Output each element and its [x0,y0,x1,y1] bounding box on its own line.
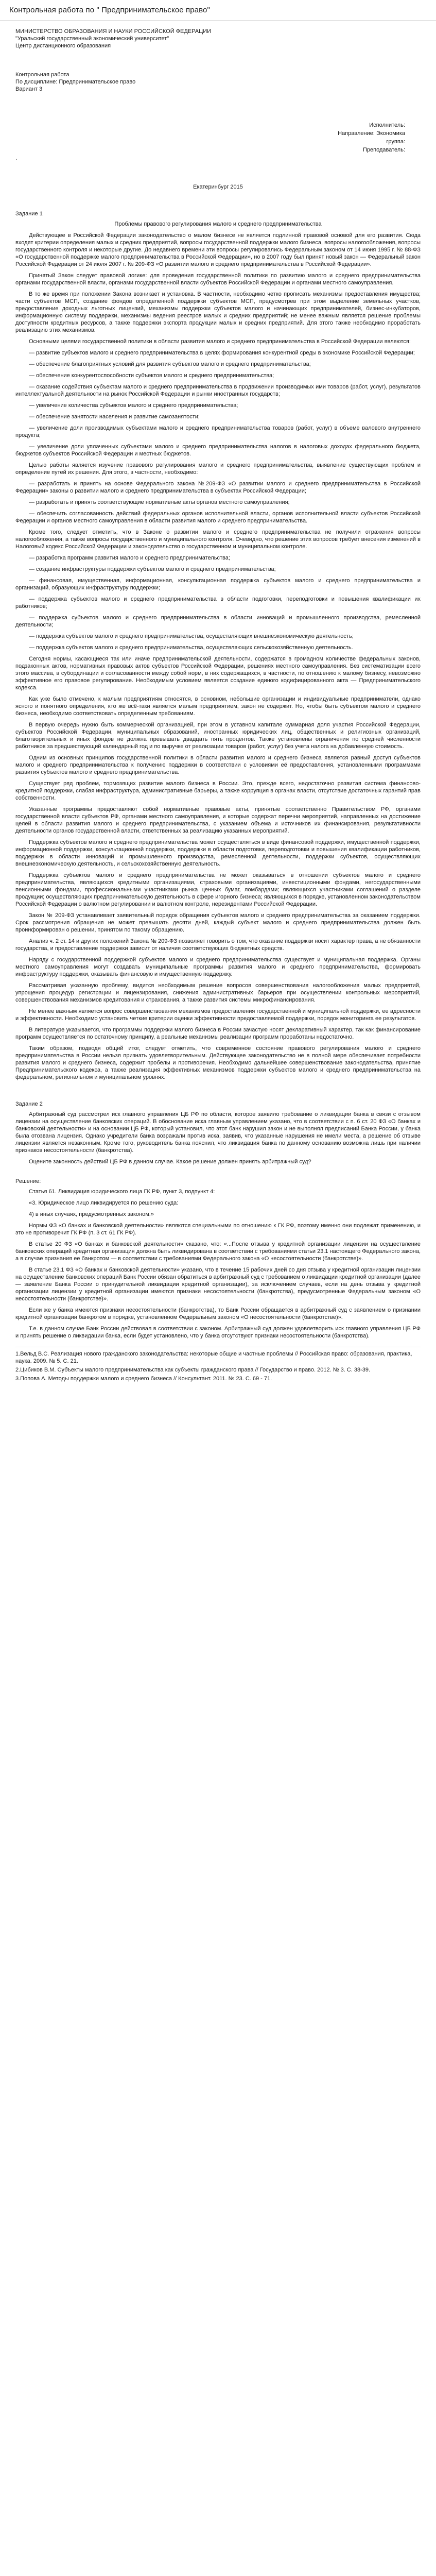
answer-paragraph: Нормы ФЗ «О банках и банковской деятельности» являются специальными по отношению к ГК РФ, поэтому именно они подлежат применению, и это не противоречит ГК РФ (п. 3 ст. 61 ГК РФ). [15,1223,421,1236]
paragraph: В то же время при положении Закона возникает и установка. В частности, необходимо четко прописать механизмы предоставления имущества; части субъектов МСП, создание фондов определенной поддержки субъектов МСП, предусмотрев при этом выделение земельных участков, предоставление доходных льготных лицензий, механизмы поддержки субъектов малого и начинающих предпринимателей, бизнес-инкубаторов, информационную систему поддержки, механизмы ведения реестров малых и средних предприятий; не менее важным является решение проблемы доступности кредитных ресурсов, а также поддержки экспорта продукции малых и средних предприятий. Для этого также необходимо проработать реализацию этих механизмов. [15,291,421,333]
answer-paragraph: 4) в иных случаях, предусмотренных законом.» [29,1211,154,1217]
work-meta [15,71,421,93]
paragraph: Рассматривая указанную проблему, видится необходимым решение вопросов совершенствования налогообложения малых предприятий, упрощения процедур регистрации и лицензирования, снижения административных барьеров при осуществлении контрольных мероприятий, совершенствования механизмов кредитования и страхования, а также развития системы микрофинансирования. [15,982,421,1003]
paragraph: Анализ ч. 2 ст. 14 и других положений Закона № 209-ФЗ позволяет говорить о том, что оказание поддержки носит характер права, а не обязанности государства, и предоставление поддержки зависит от наличия соответствующих бюджетных средств. [15,938,421,952]
paragraph: Поддержка субъектов малого и среднего предпринимательства не может оказываться в отношении субъектов малого и среднего предпринимательства, являющихся кредитными организациями, страховыми организациями, инвестиционными фондами, негосударственными пенсионными фондами, профессиональными участниками рынка ценных бумаг, ломбардами; являющихся участниками соглашений о разделе продукции; осуществляющих предпринимательскую деятельность в сфере игорного бизнеса; являющихся в порядке, установленном законодательством Российской Федерации о валютном регулировании и валютном контроле, нерезидентами Российской Федерации. [15,872,421,907]
paragraph: Наряду с государственной поддержкой субъектов малого и среднего предпринимательства существует и муниципальная поддержка. Органы местного самоуправления могут создавать муниципальные программы развития малого и среднего предпринимательства, формировать инфраструктуру поддержки, оказывать финансовую и имущественную поддержку. [15,957,421,977]
performer-block [15,122,421,154]
work-type: Контрольная работа [15,72,69,78]
task1-title: Проблемы правового регулирования малого и среднего предпринимательства [114,221,322,227]
paragraph: — разработка программ развития малого и среднего предпринимательства; [29,555,230,561]
paragraph: — обеспечить согласованность действий федеральных органов исполнительной власти, органов исполнительной власти субъектов Российской Федерации и органов местного самоуправления в области развития малого и среднего предпринимательства. [15,511,421,524]
paragraph: Сегодня нормы, касающиеся так или иначе предпринимательской деятельности, содержатся в громадном количестве федеральных законов, подзаконных актов, нормативных правовых актов субъектов Российской Федерации, решениях местного самоуправления. Без систематизации всего этого массива, в субординации и согласованности между собой норм, в них содержащихся, в частности, по отношению к малому бизнесу, невозможно эффективное его правовое регулирование. Необходимым условием является создание единого кодифицированного акта — Предпринимательского кодекса. [15,656,421,691]
group-label: группа: [386,139,405,145]
answer-paragraph: В статье 20 ФЗ «О банках и банковской деятельности» сказано, что: «...После отзыва у кредитной организации лицензии на осуществление банковских операций кредитная организация должна быть ликвидирована в соответствии с требованиями статьи 23.1 настоящего Федерального закона, а в случае признания ее банкротом — в соответствии с требованиями Федерального закона «О несостоятельности (банкротстве)». [15,1241,421,1262]
separator-dot: . [15,155,18,161]
paragraph: В литературе указывается, что программы поддержки малого бизнеса в России зачастую носят декларативный характер, так как финансирование программ осуществляется по остаточному принципу, а реальные механизмы реализации программ проработаны недостаточно. [15,1027,421,1040]
paragraph: Поддержка субъектов малого и среднего предпринимательства может осуществляться в виде финансовой поддержки, имущественной поддержки, информационной поддержки, консультационной поддержки, поддержки в области подготовки, переподготовки и повышения квалификации работников, поддержки в области инноваций и промышленного производства, ремесленной деятельности, поддержки субъектов, осуществляющих внешнеэкономическую деятельность, и сельскохозяйственную деятельность. [15,839,421,867]
answer-paragraph: Если же у банка имеются признаки несостоятельности (банкротства), то Банк России обращается в арбитражный суд с заявлением о признании кредитной организации банкротом в порядке, установленном Федеральным законом «О несостоятельности (банкротстве)». [15,1307,421,1320]
paragraph: Существует ряд проблем, тормозящих развитие малого бизнеса в России. Это, прежде всего, недостаточно развитая система финансово-кредитной поддержки, слабая инфраструктура, административные барьеры, а также коррупция в органах власти, отсутствие достаточных гарантий прав собственности. [15,781,421,801]
center-name: Центр дистанционного образования [15,43,111,49]
page-header [0,0,436,21]
paragraph: Действующее в Российской Федерации законодательство о малом бизнесе не является подлинной правовой основой для его развития. Сюда входят критерии определения малых и средних предприятий, вопросы государственной поддержки малого бизнеса, вопросы налогообложения, вопросы государственного контроля и некоторые другие. До недавнего времени эти вопросы регулировались Федеральным законом от 14 июня 1995 г. № 88-ФЗ «О государственной поддержке малого предпринимательства в Российской Федерации», но в 2007 году был принят новый закон — Федеральный закон Российской Федерации от 24 июля 2007 г. № 209-ФЗ «О развитии малого и среднего предпринимательства в Российской Федерации». [15,232,421,267]
city-year: Екатеринбург 2015 [193,184,243,190]
discipline: По дисциплине: Предпринимательское право [15,79,136,85]
direction-label: Направление: Экономика [338,130,405,137]
reference-item: 2.Цибиков В.М. Субъекты малого предпринимательства как субъекты гражданского права // Государство и право. 2012. № 3. С. 38-39. [15,1367,371,1373]
paragraph: — поддержка субъектов малого и среднего предпринимательства, осуществляющих сельскохозяйственную деятельность. [29,645,353,651]
task1-text [15,232,421,1081]
paragraph: Оцените законность действий ЦБ РФ в данном случае. Какое решение должен принять арбитражный суд? [29,1159,311,1165]
paragraph: — обеспечение конкурентоспособности субъектов малого и среднего предпринимательства; [29,372,274,379]
task1-label: Задание 1 [15,211,43,217]
paragraph: — увеличение доли уплаченных субъектами малого и среднего предпринимательства налогов в налоговых доходах федерального бюджета, бюджетов субъектов Российской Федерации и местных бюджетов. [15,444,421,457]
paragraph: — обеспечение занятости населения и развитие самозанятости; [29,414,200,420]
reference-item: 1.Вельд В.С. Реализация нового гражданского законодательства: некоторые общие и частные проблемы // Российская право: образования, практика, наука. 2009. № 5. С. 21. [15,1351,412,1364]
paragraph: Как уже было отмечено, к малым предприятиям относятся, в основном, небольшие организации и индивидуальные предприниматели, однако ясного и понятного определения, кто же всё-таки является малым предприятием, закон не содержит. Но, чтобы быть субъектом малого и среднего бизнеса, необходимо соответствовать определенным требованиям. [15,696,421,717]
paragraph: Основными целями государственной политики в области развития малого и среднего предпринимательства в Российской Федерации являются: [29,338,411,345]
paragraph: — создание инфраструктуры поддержки субъектов малого и среднего предпринимательства; [29,566,276,572]
task2-label: Задание 2 [15,1101,43,1107]
answer-paragraph: Т.е. в данном случае Банк России действовал в соответствии с законом. Арбитражный суд должен удовлетворить иск главного управления ЦБ РФ и принять решение о ликвидации банка, если будет установлено, что у банка отсутствуют признаки несостоятельности (банкротства). [15,1326,421,1339]
answer-paragraph: «3. Юридическое лицо ликвидируется по решению суда: [29,1200,179,1206]
document-body [0,21,436,1382]
task2-answer-label: Решение: [15,1178,41,1184]
page-title: Контрольная работа по " Предпринимательское право" [9,5,210,14]
title-block [15,28,421,49]
university-name: "Уральский государственный экономический университет" [15,36,169,42]
references [15,1347,421,1382]
paragraph: Арбитражный суд рассмотрел иск главного управления ЦБ РФ по области, которое заявило требование о ликвидации банка в связи с отзывом лицензии на осуществление банковских операций. В обоснование иска главным управлением указано, что в соответствии с п. 6 ст. 20 ФЗ «О банках и банковской деятельности» и на основании ЦБ РФ, который установил, что этот банк нарушил закон и не выполнял предписаний Банка России, у банка была отозвана лицензия. Однако учредители банка возражали против иска, заявив, что указанные нарушения не имели места, а решение об отзыве лицензии является незаконным. Кроме того, руководитель банка пояснил, что ликвидация банка по данному основанию возможна лишь при наличии признаков несостоятельности (банкротства). [15,1111,421,1154]
ministry-name: МИНИСТЕРСТВО ОБРАЗОВАНИЯ И НАУКИ РОССИЙСКОЙ ФЕДЕРАЦИИ [15,28,212,35]
answer-paragraph: Статья 61. Ликвидация юридического лица ГК РФ, пункт 3, подпункт 4: [29,1189,215,1195]
paragraph: Не менее важным является вопрос совершенствования механизмов предоставления государственной и муниципальной поддержки, ее адресности и эффективности. Необходимо установить четкие критерии оценки эффективности предоставляемой поддержки, порядок мониторинга ее результатов. [15,1008,421,1022]
performer-label: Исполнитель: [369,122,405,128]
paragraph: — разработать и принять соответствующие нормативные акты органов местного самоуправления; [29,499,290,505]
paragraph: Целью работы является изучение правового регулирования малого и среднего предпринимательства, выявление существующих проблем и определение путей их решения. Для этого, в частности, необходимо: [15,462,421,476]
paragraph: В первую очередь нужно быть коммерческой организацией, при этом в уставном капитале суммарная доля участия Российской Федерации, субъектов Российской Федерации, муниципальных образований, иностранных юридических лиц, общественных и религиозных организаций, благотворительных и иных фондов не должна превышать двадцать пять процентов. Также установлены ограничения по средней численности работников за предшествующий календарный год и по выручке от реализации товаров (работ, услуг) без учета налога на добавленную стоимость. [15,722,421,750]
paragraph: Принятый Закон следует правовой логике: для проведения государственной политики по развитию малого и среднего предпринимательства органами государственной власти, органами государственной власти субъектов Российской Федерации и органами местного самоуправления. [15,273,421,286]
paragraph: — увеличение доли производимых субъектами малого и среднего предпринимательства товаров (работ, услуг) в объеме валового внутреннего продукта; [15,425,421,438]
paragraph: — обеспечение благоприятных условий для развития субъектов малого и среднего предпринимательства; [29,361,311,367]
paragraph: — финансовая, имущественная, информационная, консультационная поддержка субъектов малого и среднего предпринимательства и организаций, образующих инфраструктуру поддержки; [15,578,421,591]
reference-item: 3.Попова А. Методы поддержки малого и среднего бизнеса // Консультант. 2011. № 23. С. 69 - 71. [15,1376,272,1382]
paragraph: Таким образом, подводя общий итог, следует отметить, что современное состояние правового регулирования малого и среднего предпринимательства в России нельзя признать удовлетворительным. Действующее законодательство не в полной мере обеспечивает потребности развития малого и среднего бизнеса, содержит пробелы и противоречия. Необходимо дальнейшее совершенствование законодательства, принятие Предпринимательского кодекса, а также реализация эффективных механизмов поддержки субъектов малого и среднего предпринимательства на федеральном, региональном и муниципальном уровнях. [15,1045,421,1080]
paragraph: Одним из основных принципов государственной политики в области развития малого и среднего бизнеса является равный доступ субъектов малого и среднего предпринимательства к получению поддержки в соответствии с условиями её предоставления, установленными программами развития субъектов малого и среднего предпринимательства. [15,755,421,775]
paragraph: — увеличение количества субъектов малого и среднего предпринимательства; [29,402,238,409]
task2-answer [15,1188,421,1340]
paragraph: — развитие субъектов малого и среднего предпринимательства в целях формирования конкурентной среды в экономике Российской Федерации; [29,350,415,356]
paragraph: Указанные программы предоставляют собой нормативные правовые акты, принятые соответственно Правительством РФ, органами государственной власти субъектов РФ, органами местного самоуправления, и которые содержат перечни мероприятий, направленных на достижение целей в области развития малого и среднего предпринимательства, с указанием объема и источников их финансирования, результативности деятельности органов государственной власти, ответственных за реализацию указанных мероприятий. [15,806,421,834]
paragraph: — поддержка субъектов малого и среднего предпринимательства в области инноваций и промышленного производства, ремесленной деятельности; [15,615,421,628]
paragraph: Закон № 209-ФЗ устанавливает заявительный порядок обращения субъектов малого и среднего предпринимательства за оказанием поддержки. Срок рассмотрения обращения не может превышать десяти дней, каждый субъект малого и среднего предпринимательства должен быть проинформирован о решении, принятом по такому обращению. [15,912,421,933]
paragraph: — поддержка субъектов малого и среднего предпринимательства в области подготовки, переподготовки и повышения квалификации их работников; [15,596,421,609]
paragraph: — поддержка субъектов малого и среднего предпринимательства, осуществляющих внешнеэкономическую деятельность; [29,633,354,639]
task2-text [15,1111,421,1165]
paragraph: — оказание содействия субъектам малого и среднего предпринимательства в продвижении производимых ими товаров (работ, услуг), результатов интеллектуальной деятельности на рынок Российской Федерации и рынки иностранных государств; [15,384,421,397]
paragraph: Кроме того, следует отметить, что в Законе о развитии малого и среднего предпринимательства не получили отражения вопросы налогообложения, а также вопросы государственного и муниципального контроля. Очевидно, что решение этих вопросов требует внесения изменений в Налоговый кодекс Российской Федерации и законодательство о государственном и муниципальном контроле. [15,529,421,550]
variant: Вариант 3 [15,86,43,92]
answer-paragraph: В статье 23.1 ФЗ «О банках и банковской деятельности» указано, что в течение 15 рабочих дней со дня отзыва у кредитной организации лицензии на осуществление банковских операций Банк России обязан обратиться в арбитражный суд с требованием о ликвидации кредитной организации (далее — заявление Банка России о принудительной ликвидации кредитной организации), за исключением случаев, если на день отзыва у кредитной организации лицензии у кредитной организации имеются признаки несостоятельности (банкротства), предусмотренные Федеральным законом «О несостоятельности (банкротстве)». [15,1267,421,1302]
paragraph: — разработать и принять на основе Федерального закона №209-ФЗ «О развитии малого и среднего предпринимательства в Российской Федерации» законы о развитии малого и среднего предпринимательства в субъектах Российской Федерации; [15,481,421,494]
teacher-label: Преподаватель: [363,147,405,153]
